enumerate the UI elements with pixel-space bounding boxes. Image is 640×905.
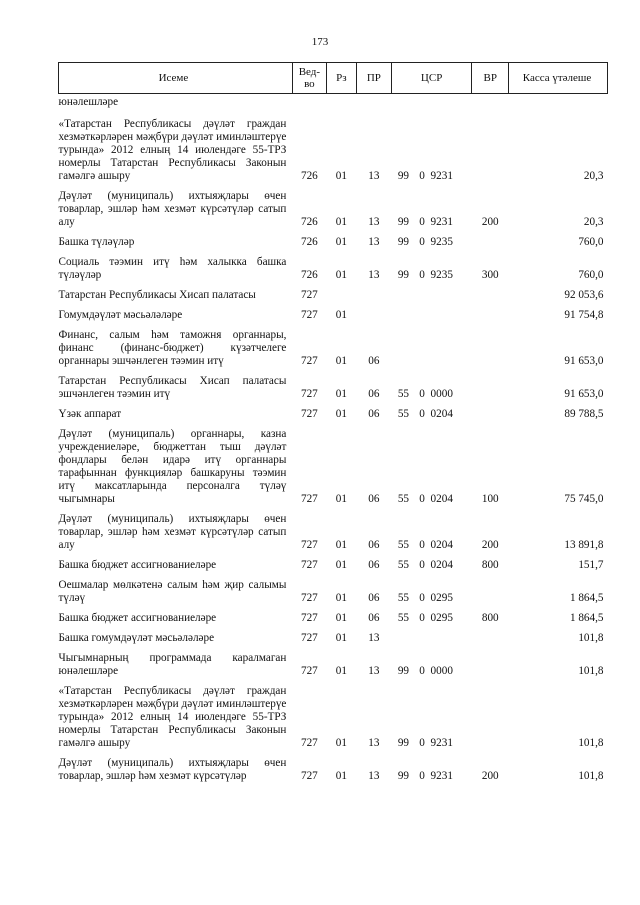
cell-name: Гомумдәүләт мәсьәләләре	[58, 309, 183, 321]
cell-rz: 01	[335, 355, 347, 367]
cell-pr	[356, 302, 391, 322]
cell-csr-program: 99	[397, 170, 409, 182]
cell-name: Башка гомумдәүләт мәсьәләләре	[58, 632, 215, 644]
cell-ved: 727	[300, 737, 318, 749]
cell-csr-program: 99	[397, 665, 409, 677]
cell-name: Башка бюджет ассигнованиеләре	[58, 612, 217, 624]
cell-rz: 01	[335, 665, 347, 677]
table-row	[59, 401, 608, 421]
cell-csr-code: 0295	[430, 592, 453, 604]
cell-ved: 727	[300, 408, 318, 420]
cell-name: Финанс, салым һәм таможня органнары, финанс (финанс-бюджет) күзәтчелеге органнары эшчәнлеген тәэмин итү	[58, 329, 287, 367]
cell-csr-code: 9235	[430, 269, 453, 281]
cell-csr-program: 55	[397, 612, 409, 624]
cell-pr: 13	[368, 269, 380, 281]
cell-csr-sub: 0	[419, 216, 425, 228]
cell-name: Социаль тәэмин итү һәм халыкка башка түләүләр	[58, 256, 287, 281]
cell-ved: 727	[300, 355, 318, 367]
cell-csr-code: 9231	[430, 216, 453, 228]
cell-vr: 200	[481, 770, 499, 782]
cell-name: Татарстан Республикасы Хисап палатасы	[58, 289, 256, 301]
cell-sum: 760,0	[578, 236, 604, 248]
cell-csr-sub: 0	[419, 737, 425, 749]
cell-csr-sub	[416, 625, 429, 645]
cell-name: Дәүләт (муниципаль) ихтыяҗлары өчен товарлар, эшләр һәм хезмәт күрсәтүләр сатып алу	[58, 190, 287, 228]
table-body	[59, 94, 608, 784]
cell-csr-code: 9231	[430, 770, 453, 782]
cell-csr-sub: 0	[419, 770, 425, 782]
cell-pr: 13	[368, 632, 380, 644]
table-row	[59, 678, 608, 750]
cell-csr-program: 99	[397, 269, 409, 281]
header-rz: Рз	[326, 63, 356, 94]
cell-csr-code	[429, 322, 472, 368]
cell-name: «Татарстан Республикасы дәүләт граждан хезмәткәрләрен мәҗбүри дәүләт иминләштерүе турында» 2012 елның 14 июлендәге 55-ТРЗ номерлы Татарстан Республикасы Законын гамәлгә ашыру	[58, 118, 287, 182]
cell-csr-sub: 0	[419, 665, 425, 677]
cell-vr: 300	[481, 269, 499, 281]
cell-pr: 13	[368, 216, 380, 228]
cell-pr	[356, 282, 391, 302]
cell-csr-code: 0204	[430, 493, 453, 505]
cell-csr-sub: 0	[419, 269, 425, 281]
cell-csr-sub: 0	[419, 236, 425, 248]
cell-sum: 1 864,5	[569, 592, 604, 604]
cell-pr: 06	[368, 493, 380, 505]
cell-pr: 13	[368, 236, 380, 248]
cell-csr-program: 99	[397, 236, 409, 248]
cell-csr-sub: 0	[419, 592, 425, 604]
table-row	[59, 282, 608, 302]
cell-pr: 13	[368, 170, 380, 182]
cell-csr-program: 99	[397, 737, 409, 749]
cell-name: Башка бюджет ассигнованиеләре	[58, 559, 217, 571]
cell-rz: 01	[335, 612, 347, 624]
cell-csr-program: 55	[397, 493, 409, 505]
cell-csr-sub: 0	[419, 559, 425, 571]
cell-rz: 01	[335, 559, 347, 571]
cell-vr: 100	[481, 493, 499, 505]
table-row	[59, 183, 608, 229]
cell-vr: 200	[481, 216, 499, 228]
cell-sum: 101,8	[578, 665, 604, 677]
cell-rz: 01	[335, 632, 347, 644]
cell-vr	[472, 625, 509, 645]
table-row	[59, 302, 608, 322]
cell-sum: 101,8	[578, 737, 604, 749]
cell-sum: 75 745,0	[564, 493, 604, 505]
cell-csr-sub	[416, 322, 429, 368]
cell-csr-code: 0295	[430, 612, 453, 624]
cell-ved: 727	[300, 612, 318, 624]
table-row	[59, 645, 608, 678]
cell-name: Оешмалар мөлкәтенә салым һәм җир салымы түләү	[58, 579, 287, 604]
cell-csr-code: 9231	[430, 737, 453, 749]
cell-ved: 727	[300, 665, 318, 677]
page-number: 173	[311, 36, 329, 48]
cell-csr-code: 9235	[430, 236, 453, 248]
cell-vr	[472, 401, 509, 421]
cell-vr: 800	[481, 559, 499, 571]
cell-csr-program: 99	[397, 216, 409, 228]
cell-pr: 06	[368, 408, 380, 420]
table-row	[59, 572, 608, 605]
cell-pr: 13	[368, 770, 380, 782]
cell-pr: 13	[368, 665, 380, 677]
cell-ved: 727	[300, 493, 318, 505]
cell-csr-code	[429, 302, 472, 322]
cell-rz: 01	[335, 408, 347, 420]
cell-sum: 101,8	[578, 770, 604, 782]
cell-rz: 01	[335, 770, 347, 782]
cell-sum: 20,3	[583, 216, 604, 228]
cell-sum: 89 788,5	[564, 408, 604, 420]
cell-pr: 06	[368, 355, 380, 367]
table-row	[59, 249, 608, 282]
cell-vr: 800	[481, 612, 499, 624]
cell-pr: 06	[368, 539, 380, 551]
cell-pr: 13	[368, 737, 380, 749]
table-row	[59, 368, 608, 401]
cell-ved: 727	[300, 632, 318, 644]
cell-rz: 01	[335, 236, 347, 248]
cell-sum: 13 891,8	[564, 539, 604, 551]
cell-csr-sub: 0	[419, 612, 425, 624]
cell-name: Үзәк аппарат	[58, 408, 122, 420]
cell-csr-code: 0204	[430, 408, 453, 420]
cell-csr-program	[391, 302, 415, 322]
cell-rz: 01	[335, 539, 347, 551]
cell-sum: 151,7	[578, 559, 604, 571]
cell-name: «Татарстан Республикасы дәүләт граждан хезмәткәрләрен мәҗбүри дәүләт иминләштерүе турында» 2012 елның 14 июлендәге 55-ТРЗ номерлы Татарстан Республикасы Законын гамәлгә ашыру	[58, 685, 287, 749]
table-row	[59, 750, 608, 783]
cell-rz: 01	[335, 592, 347, 604]
cell-ved: 727	[300, 309, 318, 321]
cell-rz	[326, 282, 356, 302]
cell-name: Башка түләүләр	[58, 236, 135, 248]
cell-sum: 91 754,8	[564, 309, 604, 321]
cell-pr: 06	[368, 388, 380, 400]
cell-name: Татарстан Республикасы Хисап палатасы эшчәнлеген тәэмин итү	[58, 375, 287, 400]
cell-vr	[472, 368, 509, 401]
cell-ved: 726	[300, 269, 318, 281]
cell-sum: 91 653,0	[564, 388, 604, 400]
table-row	[59, 506, 608, 552]
cell-csr-code: 0000	[430, 665, 453, 677]
header-vr: ВР	[472, 63, 509, 94]
cell-csr-program: 99	[397, 770, 409, 782]
cell-pr: 06	[368, 559, 380, 571]
cell-pr: 06	[368, 592, 380, 604]
cell-csr-code	[429, 625, 472, 645]
cell-vr	[472, 111, 509, 183]
cell-vr	[472, 229, 509, 249]
table-row	[59, 605, 608, 625]
cell-sum: 1 864,5	[569, 612, 604, 624]
cell-ved: 727	[300, 539, 318, 551]
cell-csr-program: 55	[397, 539, 409, 551]
cell-rz: 01	[335, 170, 347, 182]
cell-name: Чыгымнарның программада каралмаган юнәлешләре	[58, 652, 287, 677]
cell-csr-code: 0000	[430, 388, 453, 400]
cell-csr-sub	[416, 302, 429, 322]
cell-csr-program	[391, 322, 415, 368]
cell-csr-program	[391, 625, 415, 645]
table-header	[59, 63, 608, 94]
cell-ved: 727	[300, 592, 318, 604]
cell-vr	[472, 302, 509, 322]
cell-csr-sub: 0	[419, 408, 425, 420]
cell-ved: 727	[300, 770, 318, 782]
header-name: Исеме	[59, 63, 293, 94]
cell-csr-sub: 0	[419, 539, 425, 551]
cell-csr-program: 55	[397, 388, 409, 400]
cell-vr	[472, 645, 509, 678]
cell-csr-code: 0204	[430, 539, 453, 551]
budget-table	[58, 62, 608, 783]
cell-csr-sub: 0	[419, 493, 425, 505]
cell-sum: 20,3	[583, 170, 604, 182]
cell-ved: 726	[300, 236, 318, 248]
continuation-text: юнәлешләре	[58, 96, 119, 108]
cell-vr	[472, 678, 509, 750]
header-sum: Касса үтәлеше	[509, 63, 608, 94]
cell-csr-sub: 0	[419, 170, 425, 182]
cell-csr-program: 55	[397, 408, 409, 420]
cell-name: Дәүләт (муниципаль) органнары, казна учреждениеләре, бюджеттан тыш дәүләт фондлары белән идарә итү органнары тарафыннан функцияләр башкаруны тәэмин итү максатларында персоналга түләү чыгымнары	[58, 428, 287, 505]
cell-vr	[472, 322, 509, 368]
cell-csr-sub	[416, 282, 429, 302]
cell-sum: 92 053,6	[564, 289, 604, 301]
cell-rz: 01	[335, 269, 347, 281]
cell-ved: 727	[300, 388, 318, 400]
cell-rz: 01	[335, 493, 347, 505]
cell-csr-code	[429, 282, 472, 302]
cell-ved: 726	[300, 170, 318, 182]
cell-sum: 760,0	[578, 269, 604, 281]
cell-vr: 200	[481, 539, 499, 551]
table-row	[59, 229, 608, 249]
cell-csr-code: 9231	[430, 170, 453, 182]
cell-ved: 727	[300, 289, 318, 301]
cell-vr	[472, 572, 509, 605]
cell-sum: 101,8	[578, 632, 604, 644]
cell-vr	[472, 282, 509, 302]
continuation-row	[59, 94, 608, 112]
cell-name: Дәүләт (муниципаль) ихтыяҗлары өчен товарлар, эшләр һәм хезмәт күрсәтүләр	[58, 757, 287, 782]
table-row	[59, 625, 608, 645]
table-row	[59, 552, 608, 572]
cell-pr: 06	[368, 612, 380, 624]
cell-name: Дәүләт (муниципаль) ихтыяҗлары өчен товарлар, эшләр һәм хезмәт күрсәтүләр сатып алу	[58, 513, 287, 551]
cell-csr-program: 55	[397, 592, 409, 604]
cell-csr-program: 55	[397, 559, 409, 571]
cell-rz: 01	[335, 388, 347, 400]
cell-rz: 01	[335, 216, 347, 228]
table-row	[59, 111, 608, 183]
cell-csr-code: 0204	[430, 559, 453, 571]
table-row	[59, 421, 608, 506]
header-ved: Вед-во	[292, 63, 326, 94]
cell-csr-program	[391, 282, 415, 302]
cell-sum: 91 653,0	[564, 355, 604, 367]
header-csr: ЦСР	[391, 63, 472, 94]
cell-rz: 01	[335, 737, 347, 749]
header-pr: ПР	[356, 63, 391, 94]
cell-ved: 726	[300, 216, 318, 228]
cell-csr-sub: 0	[419, 388, 425, 400]
cell-rz: 01	[335, 309, 347, 321]
cell-ved: 727	[300, 559, 318, 571]
table-row	[59, 322, 608, 368]
